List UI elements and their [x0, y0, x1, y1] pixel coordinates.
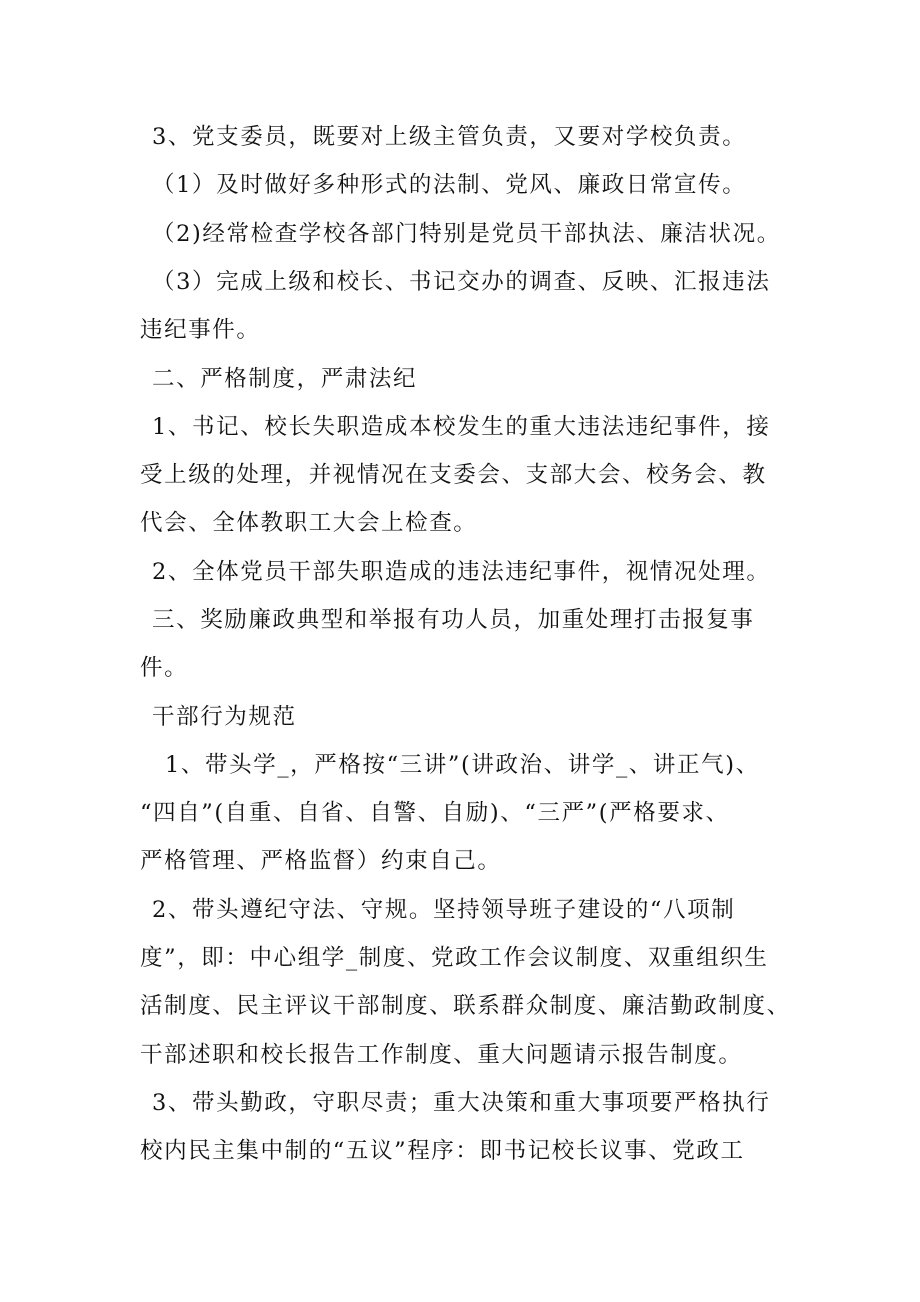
section-heading-2: 二、严格制度，严肃法纪: [152, 366, 418, 392]
text-line-21: 3、带头勤政，守职尽责；重大决策和重大事项要严格执行: [152, 1090, 771, 1116]
text-line-12: 件。: [140, 655, 189, 681]
text-line-10: 2、全体党员干部失职造成的违法违纪事件，视情况处理。: [152, 559, 771, 585]
text-line-18: 度”，即：中心组学_制度、党政工作会议制度、双重组织生: [140, 945, 769, 971]
text-line-14: 1、带头学_，严格按“三讲”(讲政治、讲学_、讲正气)、: [165, 752, 760, 778]
section-heading-cadre: 干部行为规范: [152, 704, 297, 730]
text-line-15: “四自”(自重、自省、自警、自励)、“三严”(严格要求、: [140, 800, 730, 826]
text-line-16: 严格管理、严格监督）约束自己。: [140, 848, 502, 874]
text-line-9: 代会、全体教职工大会上检查。: [140, 510, 478, 536]
text-line-5: 违纪事件。: [140, 317, 261, 343]
text-line-22: 校内民主集中制的“五议”程序：即书记校长议事、党政工: [140, 1138, 745, 1164]
text-line-20: 干部述职和校长报告工作制度、重大问题请示报告制度。: [140, 1042, 743, 1068]
text-line-2: （1）及时做好多种形式的法制、党风、廉政日常宣传。: [152, 172, 747, 198]
text-line-17: 2、带头遵纪守法、守规。坚持领导班子建设的“八项制: [152, 897, 736, 923]
text-line-1: 3、党支委员，既要对上级主管负责，又要对学校负责。: [152, 124, 747, 150]
text-line-8: 受上级的处理，并视情况在支委会、支部大会、校务会、教: [140, 462, 767, 488]
text-line-4: （3）完成上级和校长、书记交办的调查、反映、汇报违法: [152, 269, 771, 295]
text-line-19: 活制度、民主评议干部制度、联系群众制度、廉洁勤政制度、: [140, 993, 791, 1019]
text-line-7: 1、书记、校长失职造成本校发生的重大违法违纪事件，接: [152, 414, 771, 440]
section-heading-3: 三、奖励廉政典型和举报有功人员，加重处理打击报复事: [152, 607, 755, 633]
text-line-3: （2)经常检查学校各部门特别是党员干部执法、廉洁状况。: [152, 221, 781, 247]
